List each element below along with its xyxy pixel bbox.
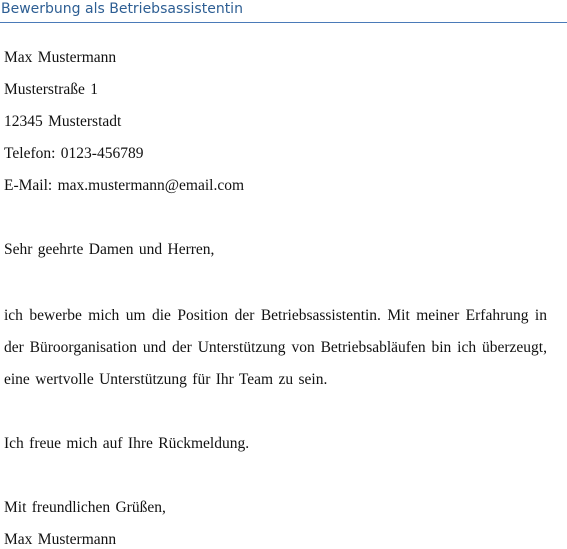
sender-city: 12345 Musterstadt bbox=[4, 113, 122, 130]
paragraph-line: eine wertvolle Unterstützung für Ihr Team zu sein. bbox=[4, 371, 328, 388]
signature: Max Mustermann bbox=[4, 531, 117, 548]
salutation: Sehr geehrte Damen und Herren, bbox=[4, 241, 215, 258]
farewell: Mit freundlichen Grüßen, bbox=[4, 499, 166, 516]
sender-phone: Telefon: 0123-456789 bbox=[4, 145, 144, 162]
paragraph-line: der Büroorganisation und der Unterstützung von Betriebsabläufen bin ich überzeugt, bbox=[4, 339, 547, 356]
sender-street: Musterstraße 1 bbox=[4, 81, 99, 98]
document-title: Bewerbung als Betriebsassistentin bbox=[1, 1, 243, 17]
sender-name: Max Mustermann bbox=[4, 49, 117, 66]
paragraph-line: ich bewerbe mich um die Position der Betriebsassistentin. Mit meiner Erfahrung in bbox=[4, 307, 547, 324]
sender-email: E-Mail: max.mustermann@email.com bbox=[4, 177, 245, 194]
document-header bbox=[0, 0, 567, 23]
closing-sentence: Ich freue mich auf Ihre Rückmeldung. bbox=[4, 435, 250, 452]
